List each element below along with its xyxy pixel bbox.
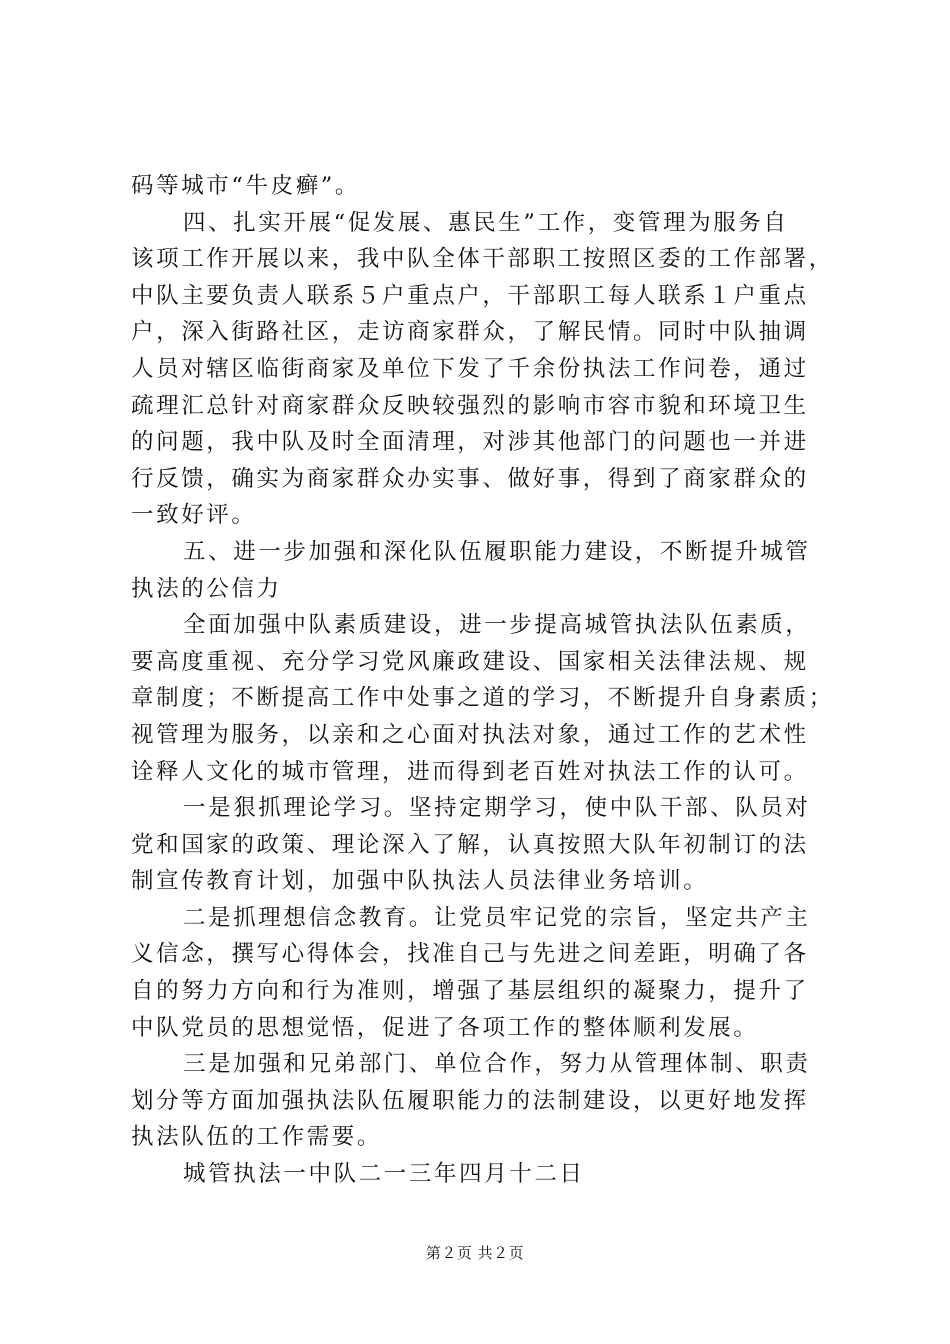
text-line: 执法队伍的工作需要。 [131, 1124, 383, 1151]
document-body [131, 168, 834, 1193]
page-footer: 第２页 共２页 [425, 1244, 525, 1262]
text-line: 的问题，我中队及时全面清理，对涉其他部门的问题也一并进 [131, 429, 809, 456]
text-line: 视管理为服务，以亲和之心面对执法对象，通过工作的艺术性 [131, 721, 809, 748]
text-line: 中队党员的思想觉悟，促进了各项工作的整体顺利发展。 [131, 1014, 759, 1041]
text-line: 中队主要负责人联系５户重点户，干部职工每人联系１户重点 [131, 282, 809, 309]
text-line: 执法的公信力 [131, 575, 282, 602]
text-line: 五、进一步加强和深化队伍履职能力建设，不断提升城管 [183, 538, 811, 565]
text-line: 制宣传教育计划，加强中队执法人员法律业务培训。 [131, 868, 709, 895]
text-line: 一致好评。 [131, 502, 257, 529]
text-line: 义信念，撰写心得体会，找准自己与先进之间差距，明确了各 [131, 941, 809, 968]
text-line: 码等城市“牛皮癣”。 [131, 173, 361, 199]
text-line: 人员对辖区临街商家及单位下发了千余份执法工作问卷，通过 [131, 355, 809, 382]
text-line: 要高度重视、充分学习党风廉政建设、国家相关法律法规、规 [131, 648, 809, 675]
text-line: 四、扎实开展“促发展、惠民生”工作，变管理为服务自 [183, 209, 789, 236]
text-line: 自的努力方向和行为准则，增强了基层组织的凝聚力，提升了 [131, 978, 809, 1005]
text-line: 一是狠抓理论学习。坚持定期学习，使中队干部、队员对 [183, 795, 811, 822]
text-line: 疏理汇总针对商家群众反映较强烈的影响市容市貌和环境卫生 [131, 392, 809, 419]
text-line: 行反馈，确实为商家群众办实事、做好事，得到了商家群众的 [131, 465, 809, 492]
text-line: 全面加强中队素质建设，进一步提高城管执法队伍素质， [183, 612, 811, 639]
text-line: 三是加强和兄弟部门、单位合作，努力从管理体制、职责 [183, 1051, 811, 1078]
text-line: 该项工作开展以来，我中队全体干部职工按照区委的工作部署， [131, 246, 834, 273]
text-line: 党和国家的政策、理论深入了解，认真按照大队年初制订的法 [131, 831, 809, 858]
text-line: 章制度；不断提高工作中处事之道的学习，不断提升自身素质； [131, 685, 834, 712]
text-line: 二是抓理想信念教育。让党员牢记党的宗旨，坚定共产主 [183, 904, 811, 931]
text-line: 诠释人文化的城市管理，进而得到老百姓对执法工作的认可。 [131, 758, 809, 785]
text-line: 户，深入街路社区，走访商家群众，了解民情。同时中队抽调 [131, 319, 809, 346]
text-line: 划分等方面加强执法队伍履职能力的法制建设，以更好地发挥 [131, 1087, 809, 1114]
text-line: 城管执法一中队二一三年四月十二日 [183, 1161, 585, 1188]
